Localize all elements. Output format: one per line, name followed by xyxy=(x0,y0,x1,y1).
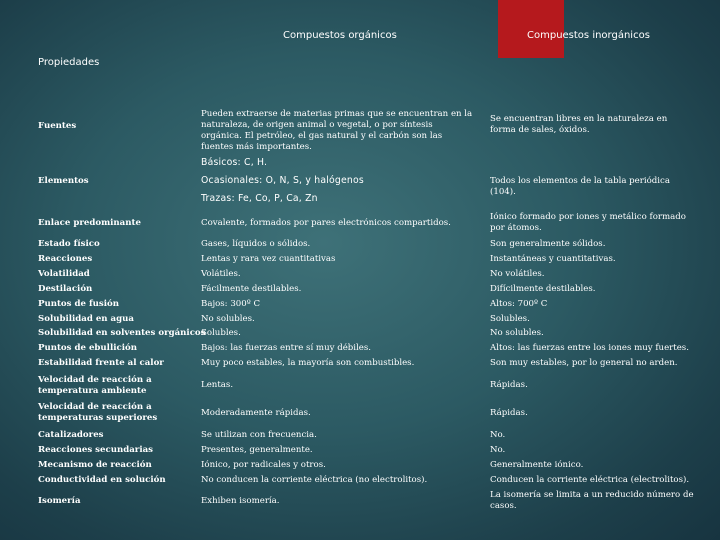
row-organic: Lentas y rara vez cuantitativas xyxy=(201,254,336,264)
row-label: Isomería xyxy=(38,496,81,506)
row-inorganic: Son generalmente sólidos. xyxy=(490,239,606,249)
row-organic: Presentes, generalmente. xyxy=(201,445,313,455)
row-inorganic: Rápidas. xyxy=(490,380,528,390)
row-inorganic: La isomería se limita a un reducido número de casos. xyxy=(490,490,694,511)
row-inorganic: Se encuentran libres en la naturaleza en forma de sales, óxidos. xyxy=(490,114,668,135)
row-organic: No solubles. xyxy=(201,314,255,324)
row-label: Elementos xyxy=(38,176,89,186)
row-inorganic: Conducen la corriente eléctrica (electrolitos). xyxy=(490,475,690,485)
row-organic-occasional: Ocasionales: O, N, S, y halógenos xyxy=(201,175,364,186)
row-inorganic: Generalmente iónico. xyxy=(490,460,584,470)
row-label: Reacciones secundarias xyxy=(38,445,153,455)
row-label: Volatilidad xyxy=(38,269,90,279)
row-inorganic: Altos: 700º C xyxy=(490,299,548,309)
row-organic: Moderadamente rápidas. xyxy=(201,408,311,418)
row-label: Puntos de ebullición xyxy=(38,343,137,353)
row-label: Reacciones xyxy=(38,254,93,264)
row-organic: Solubles. xyxy=(201,328,241,338)
row-inorganic: No. xyxy=(490,430,506,440)
row-label: Destilación xyxy=(38,284,93,294)
properties-label: Propiedades xyxy=(38,57,100,68)
row-inorganic: No. xyxy=(490,445,506,455)
header-organic: Compuestos orgánicos xyxy=(283,30,397,41)
row-inorganic: Instantáneas y cuantitativas. xyxy=(490,254,616,264)
row-inorganic: Iónico formado por iones y metálico formado por átomos. xyxy=(490,212,686,233)
header-inorganic: Compuestos inorgánicos xyxy=(527,30,650,41)
row-organic: Exhiben isomería. xyxy=(201,496,280,506)
row-inorganic: Son muy estables, por lo general no arden. xyxy=(490,358,678,368)
row-label: Fuentes xyxy=(38,121,77,131)
accent-bar xyxy=(498,0,564,58)
row-label: Puntos de fusión xyxy=(38,299,119,309)
row-label: Estado físico xyxy=(38,239,100,249)
row-inorganic: Solubles. xyxy=(490,314,530,324)
row-label: Estabilidad frente al calor xyxy=(38,358,164,368)
row-organic: Se utilizan con frecuencia. xyxy=(201,430,317,440)
row-label: Conductividad en solución xyxy=(38,475,166,485)
row-inorganic: Difícilmente destilables. xyxy=(490,284,596,294)
row-inorganic: Rápidas. xyxy=(490,408,528,418)
row-organic: Muy poco estables, la mayoría son combustibles. xyxy=(201,358,415,368)
row-inorganic: Todos los elementos de la tabla periódica (104). xyxy=(490,176,670,197)
row-organic: Covalente, formados por pares electrónicos compartidos. xyxy=(201,218,451,228)
row-inorganic: No volátiles. xyxy=(490,269,545,279)
row-organic: No conducen la corriente eléctrica (no electrolitos). xyxy=(201,475,428,485)
row-organic-traces: Trazas: Fe, Co, P, Ca, Zn xyxy=(201,193,318,204)
row-organic: Lentas. xyxy=(201,380,234,390)
row-label: Solubilidad en solventes orgánicos xyxy=(38,328,206,338)
row-label: Catalizadores xyxy=(38,430,104,440)
row-inorganic: No solubles. xyxy=(490,328,544,338)
row-label: Solubilidad en agua xyxy=(38,314,134,324)
row-organic: Fácilmente destilables. xyxy=(201,284,302,294)
row-organic: Pueden extraerse de materias primas que se encuentran en la naturaleza, de origen animal o vegetal, o por síntesis orgánica. El petróleo, el gas natural y el carbón son las fuentes más importantes. xyxy=(201,109,473,152)
row-label: Enlace predominante xyxy=(38,218,141,228)
row-label: Mecanismo de reacción xyxy=(38,460,152,470)
row-organic-basic: Básicos: C, H. xyxy=(201,157,268,168)
row-inorganic: Altos: las fuerzas entre los iones muy fuertes. xyxy=(490,343,689,353)
row-organic: Volátiles. xyxy=(201,269,241,279)
row-label: Velocidad de reacción a temperaturas superiores xyxy=(38,402,158,423)
row-organic: Gases, líquidos o sólidos. xyxy=(201,239,311,249)
row-organic: Bajos: las fuerzas entre sí muy débiles. xyxy=(201,343,372,353)
row-label: Velocidad de reacción a temperatura ambiente xyxy=(38,375,152,396)
row-organic: Bajos: 300º C xyxy=(201,299,261,309)
row-organic: Iónico, por radicales y otros. xyxy=(201,460,326,470)
